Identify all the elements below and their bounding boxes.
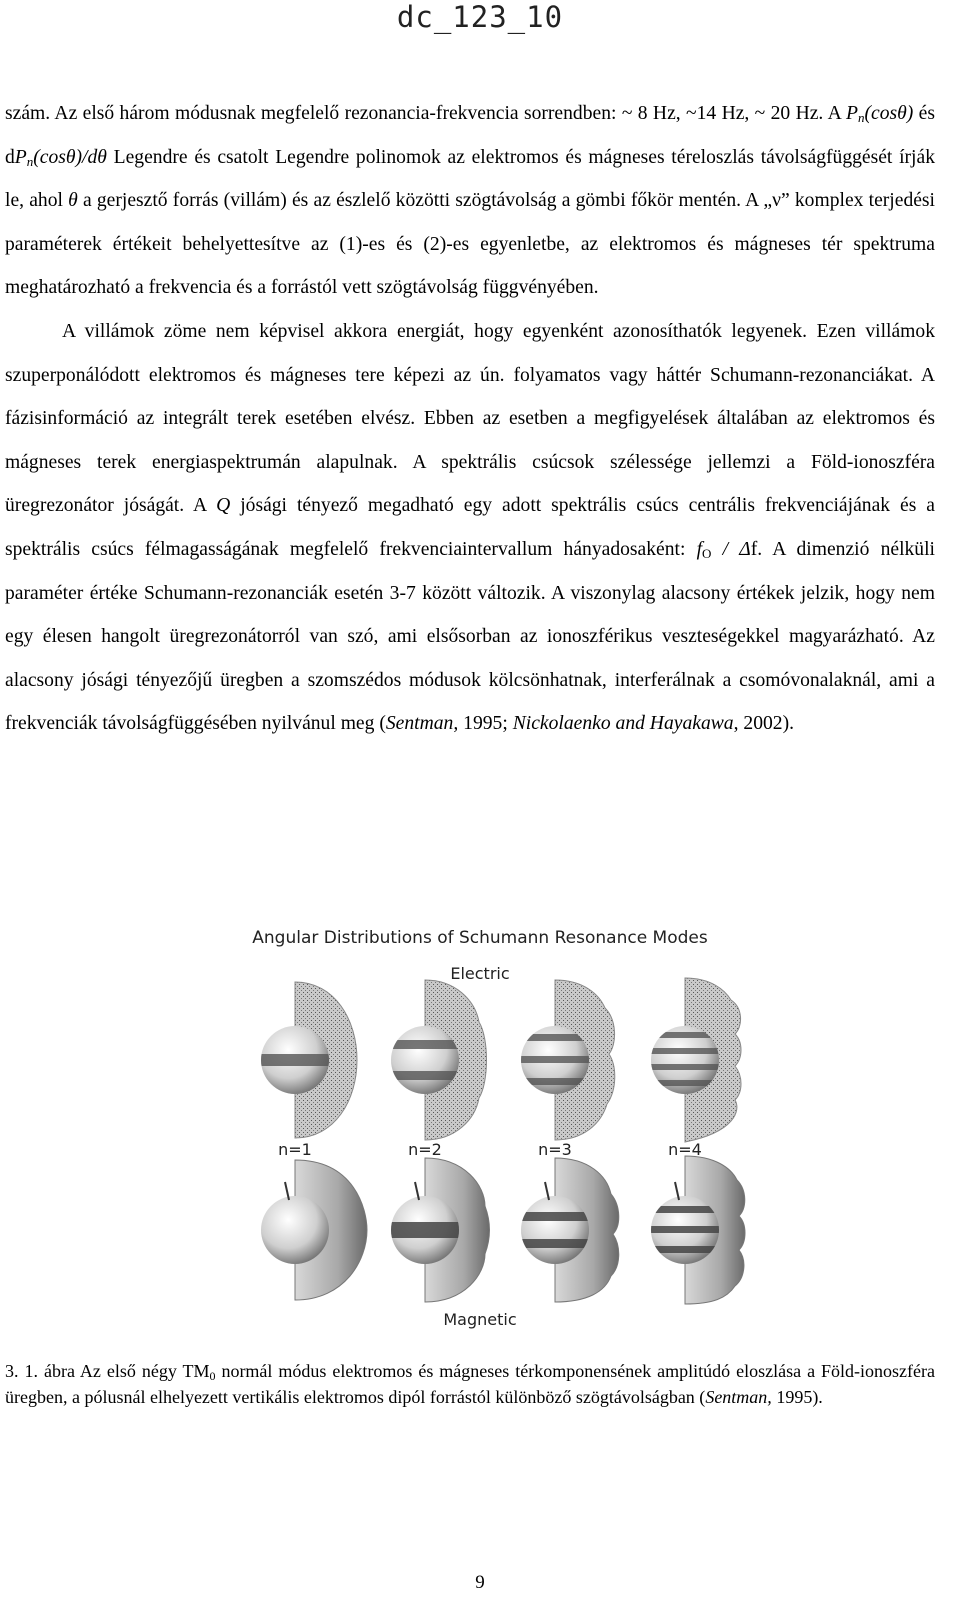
citation-author: Sentman,	[705, 1387, 772, 1407]
globe-illustrations	[200, 920, 760, 1340]
page-number: 9	[475, 1572, 485, 1593]
figure-title: Angular Distributions of Schumann Resonance Modes	[252, 928, 708, 948]
q-symbol: Q	[216, 495, 231, 517]
citation-author: Nickolaenko and Hayakawa	[512, 713, 734, 735]
f-symbol: f	[696, 538, 703, 560]
paragraph-1	[5, 92, 935, 310]
subscript: n	[26, 153, 34, 169]
mode-label-n4: n=4	[668, 1140, 702, 1159]
mode-labels	[200, 1140, 760, 1162]
magnetic-label: Magnetic	[443, 1310, 517, 1329]
caption-number: 3. 1.	[5, 1361, 38, 1381]
text-run: . A dimenzió nélküli paraméter értéke Schumann-rezonanciák esetén 3-7 között változik. A viszonylag alacsony értékek jelzik, hogy nem egy élesen hangolt üregrezonátorról van szó, ami elsősorban az ionoszférikus veszteségekkel magyarázható. Az alacsony jósági tényezőjű üregben a szomszédos módusok kölcsönhatnak, interferálnak a csomóvonalaknál, ami a frekvenciák távolságfüggésében nyilvánul meg (	[5, 538, 935, 735]
magnetic-globe-n1	[261, 1160, 367, 1300]
caption-text: normál módus elektromos és mágneses térkomponensének amplitúdó eloszlása a Föld-ionoszféra üregben, a pólusnál elhelyezett vertikális elektromos dipól forrástól különböző szögtávolságban (	[5, 1361, 935, 1407]
text-run: , 2002).	[733, 713, 795, 735]
mode-label-n2: n=2	[408, 1140, 442, 1159]
text-run: 1995;	[458, 713, 513, 735]
magnetic-globe-n4	[651, 1156, 745, 1304]
body-text	[5, 92, 935, 746]
mode-label-n3: n=3	[538, 1140, 572, 1159]
magnetic-globe-n2	[391, 1158, 490, 1302]
paragraph-2	[5, 310, 935, 746]
text-run: Legendre és csatolt Legendre polinomok az elektromos és mágneses téreloszlás távolságfüggését írják le, ahol	[5, 146, 935, 212]
electric-globe-n4	[651, 978, 741, 1142]
figure-schumann-modes	[200, 920, 760, 1340]
theta-symbol: θ	[68, 190, 78, 212]
text-run: szám. Az első három módusnak megfelelő rezonancia-frekvencia sorrendben: ~ 8 Hz, ~14 Hz, ~ 20 Hz. A	[5, 103, 847, 124]
subscript: O	[702, 545, 712, 561]
ratio-symbol: / Δ	[711, 538, 751, 560]
text-run: a gerjesztő forrás (villám) és az észlelő közötti szögtávolság a gömbi főkör mentén. A „ν” komplex terjedési paraméterek értékeit behelyettesítve az (1)-es és (2)-es egyenletbe, az elektromos és mágneses tér spektruma meghatározható a frekvencia és a forrástól vett szögtávolság függvényében.	[5, 190, 936, 299]
text-run: A villámok zöme nem képvisel akkora energiát, hogy egyenként azonosíthatók legyenek. Ezen villámok szuperponálódott elektromos és mágneses tere képezi az ún. folyamatos vagy háttér Schumann-rezonanciákat. A fázisinformáció az integrált terek esetében elvész. Ebben az esetben a megfigyelések általában az elektromos és mágneses terek energiaspektrumán alapulnak. A spektrális csúcsok szélessége jellemzi a Föld-ionoszféra üregrezonátor jóságát. A	[5, 320, 935, 517]
legendre-symbol: P	[846, 103, 859, 124]
subscript: 0	[209, 1369, 216, 1383]
electric-globe-n2	[391, 980, 487, 1140]
magnetic-globe-n3	[521, 1158, 619, 1302]
mode-label-n1: n=1	[278, 1140, 312, 1159]
legendre-symbol: P	[14, 146, 27, 168]
text-run: és d	[5, 103, 935, 168]
figure-caption	[5, 1358, 935, 1410]
delta-f-symbol: f	[750, 538, 758, 560]
caption-text: ábra Az első négy TM	[37, 1361, 210, 1381]
document-code-header: dc_123_10	[396, 0, 564, 34]
text-run: jósági tényező megadható egy adott spektrális csúcs centrális frekvenciájának és a spektrális csúcs félmagasságának megfelelő frekvenciaintervallum hányadosaként:	[5, 495, 936, 560]
caption-text: 1995).	[771, 1387, 823, 1407]
math-argument: (cosθ)	[864, 103, 914, 124]
math-argument: (cosθ)/dθ	[33, 146, 107, 168]
citation-author: Sentman,	[385, 713, 459, 735]
subscript: n	[858, 110, 865, 125]
electric-globe-n1	[261, 982, 357, 1138]
electric-globe-n3	[521, 980, 615, 1140]
electric-label: Electric	[450, 964, 510, 983]
